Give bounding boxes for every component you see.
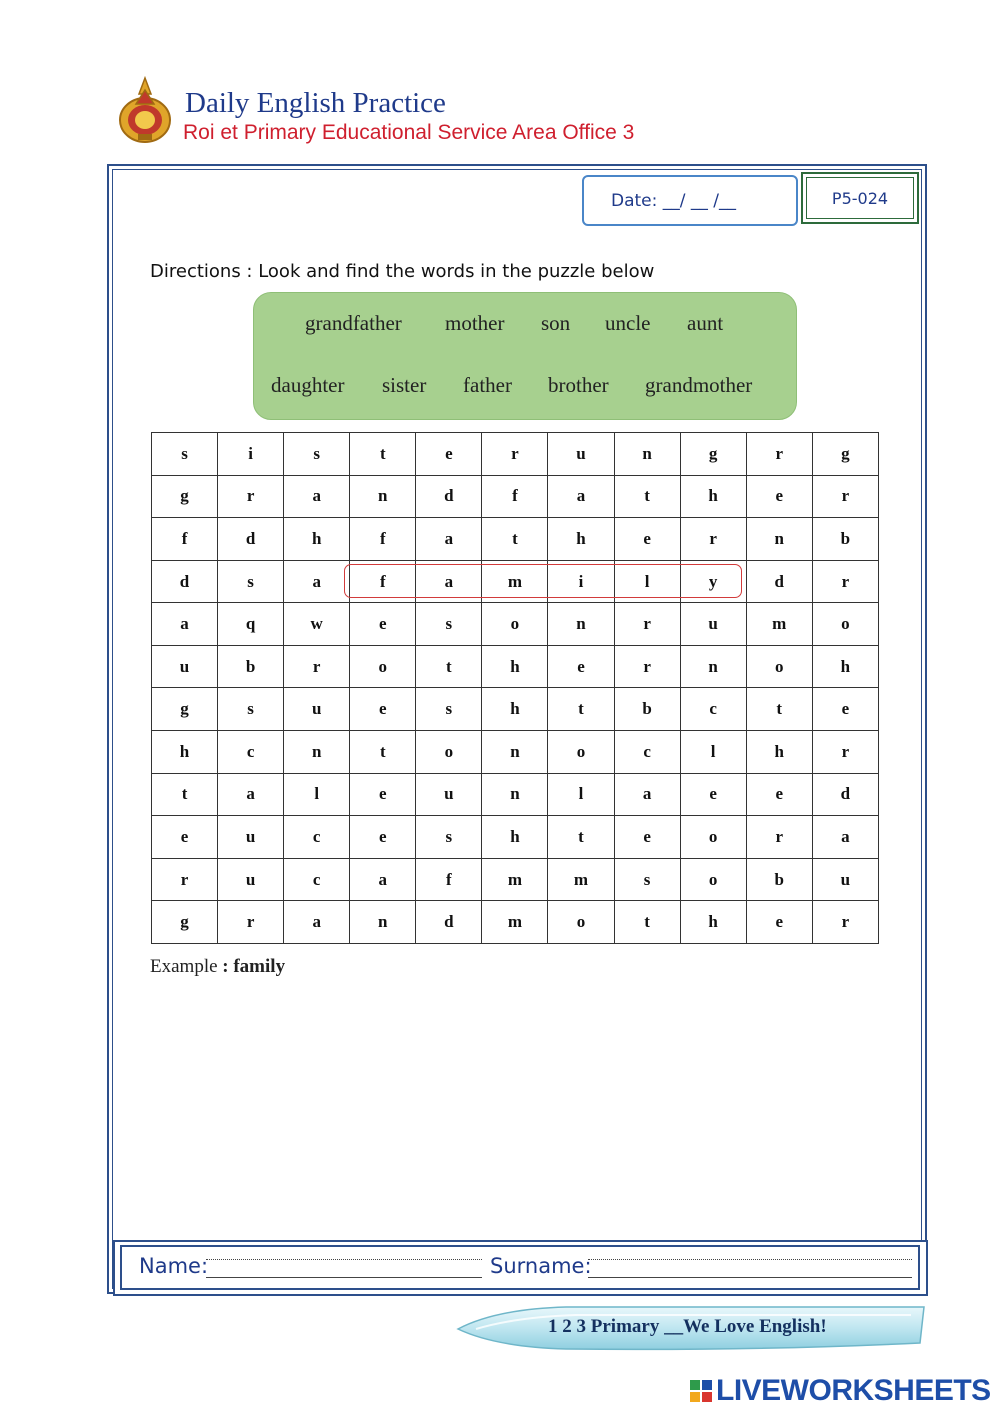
sheet-code: P5-024 [806, 177, 914, 219]
surname-input-line[interactable] [588, 1259, 912, 1278]
grid-cell[interactable]: u [416, 773, 482, 816]
grid-cell[interactable]: g [152, 475, 218, 518]
grid-cell[interactable]: t [482, 518, 548, 561]
school-emblem-logo [118, 76, 172, 144]
grid-cell[interactable]: y [680, 560, 746, 603]
grid-row [152, 731, 879, 774]
grid-cell[interactable]: s [284, 433, 350, 476]
grid-cell[interactable]: r [218, 475, 284, 518]
grid-cell[interactable]: h [812, 645, 878, 688]
grid-cell[interactable]: u [218, 816, 284, 859]
grid-cell[interactable]: f [416, 858, 482, 901]
grid-row [152, 475, 879, 518]
word-bank-word: sister [382, 373, 427, 397]
grid-cell[interactable]: d [218, 518, 284, 561]
grid-cell[interactable]: b [746, 858, 812, 901]
grid-cell[interactable]: t [614, 901, 680, 944]
grid-cell[interactable]: r [812, 560, 878, 603]
grid-cell[interactable]: n [482, 773, 548, 816]
grid-cell[interactable]: h [482, 816, 548, 859]
grid-cell[interactable]: r [746, 433, 812, 476]
grid-cell[interactable]: n [350, 475, 416, 518]
grid-cell[interactable]: i [218, 433, 284, 476]
grid-cell[interactable]: c [284, 858, 350, 901]
grid-cell[interactable]: e [614, 816, 680, 859]
example-label: Example [150, 956, 218, 977]
grid-cell[interactable]: m [746, 603, 812, 646]
name-input-line[interactable] [206, 1259, 482, 1278]
directions-text: Directions : Look and find the words in the puzzle below [150, 261, 655, 282]
grid-cell[interactable]: m [482, 858, 548, 901]
grid-row [152, 645, 879, 688]
grid-cell[interactable]: d [152, 560, 218, 603]
grid-cell[interactable]: l [548, 773, 614, 816]
grid-cell[interactable]: h [152, 731, 218, 774]
grid-cell[interactable]: t [548, 816, 614, 859]
grid-cell[interactable]: f [350, 560, 416, 603]
word-bank [253, 292, 797, 420]
grid-cell[interactable]: r [284, 645, 350, 688]
grid-cell[interactable]: a [218, 773, 284, 816]
word-bank-word: mother [445, 311, 505, 335]
grid-cell[interactable]: e [548, 645, 614, 688]
word-bank-word: father [463, 373, 512, 397]
grid-cell[interactable]: d [812, 773, 878, 816]
grid-cell[interactable]: o [350, 645, 416, 688]
grid-cell[interactable]: r [812, 731, 878, 774]
grid-cell[interactable]: n [746, 518, 812, 561]
grid-cell[interactable]: n [284, 731, 350, 774]
grid-cell[interactable]: h [482, 688, 548, 731]
grid-row [152, 816, 879, 859]
grid-cell[interactable]: s [218, 688, 284, 731]
grid-cell[interactable]: t [614, 475, 680, 518]
grid-cell[interactable]: u [680, 603, 746, 646]
grid-cell[interactable]: c [218, 731, 284, 774]
grid-cell[interactable]: o [548, 901, 614, 944]
grid-cell[interactable]: s [416, 603, 482, 646]
word-bank-word: grandmother [645, 373, 753, 397]
grid-cell[interactable]: n [548, 603, 614, 646]
grid-cell[interactable]: e [350, 603, 416, 646]
grid-cell[interactable]: h [680, 475, 746, 518]
grid-cell[interactable]: h [548, 518, 614, 561]
grid-cell[interactable]: e [416, 433, 482, 476]
grid-cell[interactable]: s [152, 433, 218, 476]
word-bank-word: grandfather [305, 311, 402, 335]
grid-cell[interactable]: r [680, 518, 746, 561]
grid-cell[interactable]: r [218, 901, 284, 944]
name-label: Name: [139, 1254, 209, 1278]
grid-cell[interactable]: r [614, 645, 680, 688]
grid-cell[interactable]: a [812, 816, 878, 859]
grid-cell[interactable]: e [350, 816, 416, 859]
liveworksheets-wordmark: LIVEWORKSHEETS [716, 1374, 991, 1407]
grid-cell[interactable]: o [416, 731, 482, 774]
grid-cell[interactable]: l [680, 731, 746, 774]
grid-cell[interactable]: g [152, 901, 218, 944]
grid-cell[interactable]: g [680, 433, 746, 476]
grid-cell[interactable]: d [746, 560, 812, 603]
grid-cell[interactable]: r [614, 603, 680, 646]
grid-cell[interactable]: a [152, 603, 218, 646]
grid-cell[interactable]: d [416, 901, 482, 944]
grid-cell[interactable]: l [614, 560, 680, 603]
grid-cell[interactable]: q [218, 603, 284, 646]
grid-cell[interactable]: r [152, 858, 218, 901]
grid-cell[interactable]: g [152, 688, 218, 731]
example-word: : family [222, 956, 286, 977]
grid-cell[interactable]: m [548, 858, 614, 901]
grid-cell[interactable]: u [218, 858, 284, 901]
grid-row [152, 688, 879, 731]
grid-cell[interactable]: a [416, 560, 482, 603]
grid-cell[interactable]: m [482, 901, 548, 944]
grid-cell[interactable]: b [614, 688, 680, 731]
grid-cell[interactable]: t [152, 773, 218, 816]
grid-row [152, 603, 879, 646]
example-highlight-box [344, 564, 742, 598]
example-text [150, 956, 285, 978]
grid-cell[interactable]: e [680, 773, 746, 816]
surname-label: Surname: [490, 1254, 592, 1278]
grid-cell[interactable]: o [746, 645, 812, 688]
ribbon-text: 1 2 3 Primary __We Love English! [548, 1316, 827, 1337]
grid-cell[interactable]: t [416, 645, 482, 688]
grid-cell[interactable]: t [746, 688, 812, 731]
grid-cell[interactable]: e [614, 518, 680, 561]
grid-cell[interactable]: e [812, 688, 878, 731]
grid-cell[interactable]: t [350, 731, 416, 774]
liveworksheets-brand [690, 1374, 991, 1408]
word-bank-word: aunt [687, 311, 724, 335]
grid-cell[interactable]: s [416, 688, 482, 731]
grid-cell[interactable]: t [548, 688, 614, 731]
grid-cell[interactable]: u [548, 433, 614, 476]
grid-cell[interactable]: h [482, 645, 548, 688]
grid-cell[interactable]: o [482, 603, 548, 646]
word-bank-word: uncle [605, 311, 651, 335]
grid-cell[interactable]: h [680, 901, 746, 944]
grid-cell[interactable]: e [746, 475, 812, 518]
grid-cell[interactable]: o [548, 731, 614, 774]
grid-row [152, 858, 879, 901]
grid-cell[interactable]: c [284, 816, 350, 859]
grid-cell[interactable]: n [482, 731, 548, 774]
grid-cell[interactable]: f [152, 518, 218, 561]
word-bank-word: son [541, 311, 571, 335]
grid-cell[interactable]: a [614, 773, 680, 816]
grid-cell[interactable]: a [416, 518, 482, 561]
grid-cell[interactable]: b [218, 645, 284, 688]
grid-cell[interactable]: m [482, 560, 548, 603]
grid-row [152, 901, 879, 944]
grid-cell[interactable]: h [284, 518, 350, 561]
grid-cell[interactable]: a [350, 858, 416, 901]
word-bank-word: daughter [271, 373, 345, 397]
grid-cell[interactable]: e [152, 816, 218, 859]
grid-cell[interactable]: c [614, 731, 680, 774]
grid-cell[interactable]: u [284, 688, 350, 731]
page-subtitle: Roi et Primary Educational Service Area Office 3 [183, 121, 635, 144]
grid-cell[interactable]: n [350, 901, 416, 944]
grid-cell[interactable]: o [680, 858, 746, 901]
grid-cell[interactable]: e [746, 901, 812, 944]
grid-cell[interactable]: a [284, 901, 350, 944]
grid-cell[interactable]: c [680, 688, 746, 731]
grid-cell[interactable]: s [416, 816, 482, 859]
grid-cell[interactable]: s [614, 858, 680, 901]
grid-cell[interactable]: b [812, 518, 878, 561]
grid-cell[interactable]: u [152, 645, 218, 688]
grid-cell[interactable]: n [680, 645, 746, 688]
grid-cell[interactable]: e [350, 773, 416, 816]
grid-row [152, 518, 879, 561]
page-title: Daily English Practice [185, 87, 446, 119]
grid-cell[interactable]: f [350, 518, 416, 561]
grid-cell[interactable]: n [614, 433, 680, 476]
grid-cell[interactable]: h [746, 731, 812, 774]
grid-cell[interactable]: g [812, 433, 878, 476]
grid-cell[interactable]: w [284, 603, 350, 646]
grid-cell[interactable]: e [746, 773, 812, 816]
grid-cell[interactable]: t [350, 433, 416, 476]
word-search-grid [151, 432, 879, 944]
date-field[interactable]: Date: __/ __ /__ [582, 175, 798, 226]
grid-cell[interactable]: a [548, 475, 614, 518]
grid-row [152, 773, 879, 816]
grid-cell[interactable]: a [284, 560, 350, 603]
grid-cell[interactable]: f [482, 475, 548, 518]
grid-cell[interactable]: l [284, 773, 350, 816]
grid-cell[interactable]: e [350, 688, 416, 731]
grid-cell[interactable]: r [746, 816, 812, 859]
grid-cell[interactable]: r [812, 901, 878, 944]
grid-cell[interactable]: s [218, 560, 284, 603]
grid-cell[interactable]: r [482, 433, 548, 476]
grid-row [152, 433, 879, 476]
grid-cell[interactable]: r [812, 475, 878, 518]
word-bank-word: brother [548, 373, 609, 397]
grid-cell[interactable]: o [812, 603, 878, 646]
grid-cell[interactable]: d [416, 475, 482, 518]
grid-cell[interactable]: a [284, 475, 350, 518]
grid-cell[interactable]: o [680, 816, 746, 859]
liveworksheets-logo-icon [690, 1380, 712, 1402]
grid-cell[interactable]: u [812, 858, 878, 901]
grid-cell[interactable]: i [548, 560, 614, 603]
